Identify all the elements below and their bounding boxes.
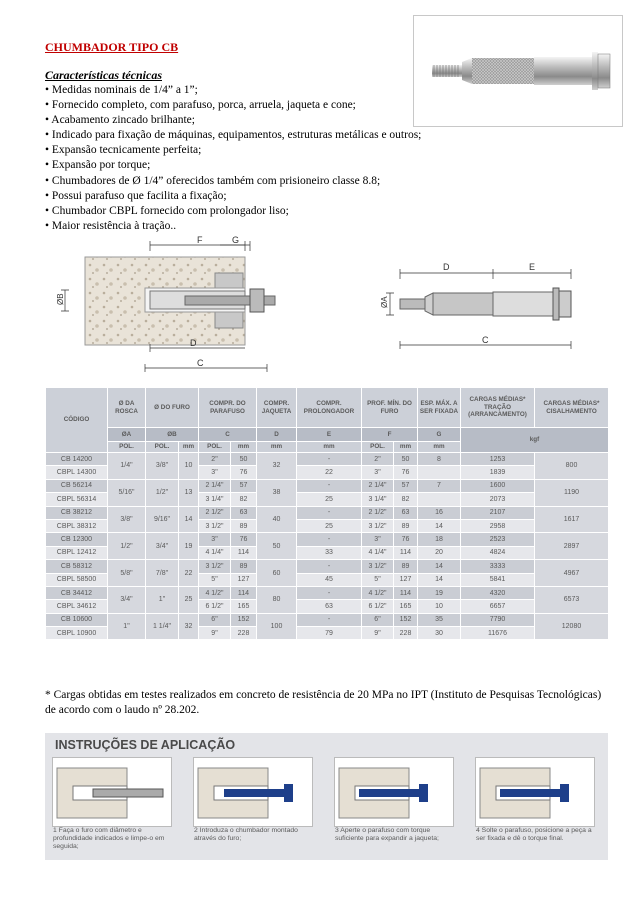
- step-illustration: [334, 757, 454, 827]
- cell-c-mm: 57: [231, 479, 257, 492]
- symbol-d: D: [257, 428, 297, 442]
- header-prof-min: PROF. MÍN. DO FURO: [362, 388, 418, 428]
- cell-prolongador: 25: [297, 493, 362, 506]
- step-drawing: [335, 758, 453, 826]
- cell-f-pol: 6 1/2": [362, 600, 394, 613]
- features-heading: Características técnicas: [45, 68, 162, 82]
- cell-prolongador: 79: [297, 627, 362, 640]
- cell-c-mm: 50: [231, 453, 257, 466]
- cell-furo-mm: 25: [179, 586, 199, 613]
- feature-item: • Chumbadores de Ø 1/4” oferecidos também com prisioneiro classe 8.8;: [45, 174, 381, 187]
- cell-furo-mm: 19: [179, 533, 199, 560]
- cell-furo-pol: 3/4": [146, 533, 179, 560]
- cell-c-mm: 89: [231, 560, 257, 573]
- cell-f-pol: 3 1/4": [362, 493, 394, 506]
- cell-code: CB 58312: [46, 560, 108, 573]
- unit-kgf: kgf: [461, 428, 609, 453]
- cell-c-mm: 63: [231, 506, 257, 519]
- cell-furo-mm: 22: [179, 560, 199, 587]
- cell-esp-max: 20: [418, 546, 461, 559]
- cell-esp-max: 16: [418, 506, 461, 519]
- step-drawing: [53, 758, 171, 826]
- footnote: * Cargas obtidas em testes realizados em concreto de resistência de 20 MPa no IPT (Instituto de Pesquisas Tecnológicas) de acordo com o laudo nº 28.202.: [45, 689, 602, 716]
- cell-furo-mm: 14: [179, 506, 199, 533]
- step-illustration: [475, 757, 595, 827]
- header-compr-parafuso: COMPR. DO PARAFUSO: [199, 388, 257, 428]
- cell-esp-max: 30: [418, 627, 461, 640]
- cell-c-pol: 2 1/4": [199, 479, 231, 492]
- cell-code: CBPL 14300: [46, 466, 108, 479]
- header-furo: Ø DO FURO: [146, 388, 199, 428]
- cell-furo-pol: 9/16": [146, 506, 179, 533]
- cell-prolongador: 63: [297, 600, 362, 613]
- header-esp-max: ESP. MÁX. A SER FIXADA: [418, 388, 461, 428]
- step-text: 1 Faça o furo com diâmetro e profundidade indicados e limpe-o em seguida;: [53, 827, 165, 850]
- features-list: [45, 83, 421, 234]
- cell-jaqueta: 50: [257, 533, 297, 560]
- cell-rosca: 1/2": [108, 533, 146, 560]
- cell-c-pol: 4 1/4": [199, 546, 231, 559]
- cell-prolongador: -: [297, 533, 362, 546]
- cell-esp-max: 8: [418, 453, 461, 466]
- cell-rosca: 1/4": [108, 453, 146, 480]
- cell-furo-mm: 32: [179, 613, 199, 640]
- cell-c-mm: 89: [231, 519, 257, 532]
- bolt-head: [419, 784, 428, 802]
- cell-cisalhamento: 2897: [535, 533, 609, 560]
- cell-tracao: 7790: [461, 613, 535, 626]
- unit-mm: mm: [418, 442, 461, 453]
- cell-rosca: 3/4": [108, 586, 146, 613]
- cell-cisalhamento: 4967: [535, 560, 609, 587]
- cell-f-mm: 114: [394, 586, 418, 599]
- cell-c-pol: 3 1/4": [199, 493, 231, 506]
- unit-mm: mm: [297, 442, 362, 453]
- cell-prolongador: 45: [297, 573, 362, 586]
- cell-prolongador: 33: [297, 546, 362, 559]
- cell-c-pol: 3": [199, 466, 231, 479]
- cell-furo-pol: 1/2": [146, 479, 179, 506]
- cell-f-mm: 152: [394, 613, 418, 626]
- cell-c-mm: 114: [231, 546, 257, 559]
- cell-f-pol: 3": [362, 466, 394, 479]
- cell-f-mm: 89: [394, 560, 418, 573]
- symbol-g: G: [418, 428, 461, 442]
- anchor-profile-diagram: [386, 269, 571, 349]
- cell-esp-max: 14: [418, 560, 461, 573]
- cell-cisalhamento: 12080: [535, 613, 609, 640]
- cell-esp-max: 14: [418, 573, 461, 586]
- cell-tracao: 2958: [461, 519, 535, 532]
- cell-prolongador: -: [297, 613, 362, 626]
- dim-label-g: G: [232, 235, 240, 245]
- header-cargas-tracao: CARGAS MÉDIAS* TRAÇÃO (ARRANCAMENTO): [461, 388, 535, 428]
- cell-esp-max: 19: [418, 586, 461, 599]
- anchor-bolt: [359, 789, 419, 797]
- table-row: [46, 533, 609, 546]
- dim-label-b: ØB: [56, 293, 65, 305]
- cell-c-pol: 9": [199, 627, 231, 640]
- cell-code: CB 34412: [46, 586, 108, 599]
- cell-tracao: 1839: [461, 466, 535, 479]
- feature-item: • Acabamento zincado brilhante;: [45, 114, 195, 127]
- dim-label-a: ØA: [380, 296, 389, 308]
- cell-furo-pol: 7/8": [146, 560, 179, 587]
- cell-prolongador: -: [297, 479, 362, 492]
- unit-pol: POL.: [362, 442, 394, 453]
- cell-code: CB 10600: [46, 613, 108, 626]
- cell-f-mm: 228: [394, 627, 418, 640]
- cell-esp-max: 35: [418, 613, 461, 626]
- dim-label-d-right: D: [443, 262, 450, 272]
- cell-c-pol: 3": [199, 533, 231, 546]
- cell-rosca: 3/8": [108, 506, 146, 533]
- cell-furo-mm: 10: [179, 453, 199, 480]
- unit-mm: mm: [231, 442, 257, 453]
- cell-furo-pol: 1 1/4": [146, 613, 179, 640]
- cell-jaqueta: 38: [257, 479, 297, 506]
- cell-tracao: 11676: [461, 627, 535, 640]
- cell-f-pol: 6": [362, 613, 394, 626]
- cell-prolongador: -: [297, 453, 362, 466]
- cell-f-mm: 50: [394, 453, 418, 466]
- cell-c-pol: 2": [199, 453, 231, 466]
- unit-mm: mm: [394, 442, 418, 453]
- cell-c-mm: 228: [231, 627, 257, 640]
- cell-tracao: 4824: [461, 546, 535, 559]
- cell-furo-mm: 13: [179, 479, 199, 506]
- step-illustration: [193, 757, 313, 827]
- anchor-bolt: [500, 789, 560, 797]
- cell-prolongador: -: [297, 586, 362, 599]
- product-photo: [413, 15, 623, 127]
- table-row: [46, 453, 609, 466]
- cell-f-pol: 2 1/4": [362, 479, 394, 492]
- cell-code: CBPL 12412: [46, 546, 108, 559]
- cell-jaqueta: 32: [257, 453, 297, 480]
- cell-c-pol: 3 1/2": [199, 560, 231, 573]
- step-text: 2 Introduza o chumbador montado através do furo;: [194, 827, 298, 842]
- cell-f-pol: 3 1/2": [362, 560, 394, 573]
- cell-f-mm: 76: [394, 466, 418, 479]
- cell-c-mm: 76: [231, 533, 257, 546]
- cell-f-pol: 4 1/2": [362, 586, 394, 599]
- symbol-e: E: [297, 428, 362, 442]
- cell-jaqueta: 100: [257, 613, 297, 640]
- cell-esp-max: [418, 493, 461, 506]
- cell-code: CBPL 34612: [46, 600, 108, 613]
- symbol-b: ØB: [146, 428, 199, 442]
- cell-tracao: 2523: [461, 533, 535, 546]
- step-drawing: [194, 758, 312, 826]
- unit-mm: mm: [257, 442, 297, 453]
- step-drawing: [476, 758, 594, 826]
- cell-c-mm: 127: [231, 573, 257, 586]
- instructions-title: INSTRUÇÕES DE APLICAÇÃO: [55, 738, 236, 752]
- unit-pol: POL.: [199, 442, 231, 453]
- cell-esp-max: 10: [418, 600, 461, 613]
- cell-c-mm: 114: [231, 586, 257, 599]
- spec-table-body: [46, 453, 609, 640]
- cell-f-mm: 63: [394, 506, 418, 519]
- symbol-f: F: [362, 428, 418, 442]
- cell-f-mm: 76: [394, 533, 418, 546]
- cell-c-mm: 82: [231, 493, 257, 506]
- unit-pol: POL.: [108, 442, 146, 453]
- cell-cisalhamento: 1190: [535, 479, 609, 506]
- cell-cisalhamento: 800: [535, 453, 609, 480]
- cell-jaqueta: 80: [257, 586, 297, 613]
- dim-label-e: E: [529, 262, 536, 272]
- instructions-panel: [45, 733, 608, 860]
- cell-c-pol: 3 1/2": [199, 519, 231, 532]
- feature-item: • Expansão tecnicamente perfeita;: [45, 144, 202, 157]
- cell-code: CBPL 56314: [46, 493, 108, 506]
- bolt-head: [284, 784, 293, 802]
- spec-table: [45, 387, 609, 640]
- cell-prolongador: -: [297, 560, 362, 573]
- cell-f-pol: 2 1/2": [362, 506, 394, 519]
- header-codigo: CÓDIGO: [46, 388, 108, 453]
- cell-f-mm: 82: [394, 493, 418, 506]
- cell-tracao: 6657: [461, 600, 535, 613]
- cell-c-mm: 165: [231, 600, 257, 613]
- cell-esp-max: [418, 466, 461, 479]
- cell-code: CBPL 38312: [46, 519, 108, 532]
- cell-esp-max: 18: [418, 533, 461, 546]
- feature-item: • Indicado para fixação de máquinas, equipamentos, estruturas metálicas e outros;: [45, 129, 422, 142]
- drill-bit: [93, 789, 163, 797]
- cell-f-pol: 5": [362, 573, 394, 586]
- feature-item: • Expansão por torque;: [45, 159, 151, 172]
- cell-tracao: 3333: [461, 560, 535, 573]
- cell-jaqueta: 60: [257, 560, 297, 587]
- cell-tracao: 2107: [461, 506, 535, 519]
- cell-f-mm: 165: [394, 600, 418, 613]
- cell-code: CB 38212: [46, 506, 108, 519]
- cell-esp-max: 7: [418, 479, 461, 492]
- cell-prolongador: 25: [297, 519, 362, 532]
- header-compr-prolongador: COMPR. PROLONGADOR: [297, 388, 362, 428]
- cell-f-pol: 3": [362, 533, 394, 546]
- cell-c-pol: 5": [199, 573, 231, 586]
- installed-anchor-diagram: [61, 241, 275, 372]
- dim-label-c-right: C: [482, 335, 489, 345]
- cell-f-pol: 2": [362, 453, 394, 466]
- cell-rosca: 5/16": [108, 479, 146, 506]
- document-title: CHUMBADOR TIPO CB: [45, 40, 179, 54]
- cell-code: CBPL 58500: [46, 573, 108, 586]
- feature-item: • Chumbador CBPL fornecido com prolongador liso;: [45, 204, 289, 217]
- header-rosca: Ø DA ROSCA: [108, 388, 146, 428]
- cell-c-pol: 2 1/2": [199, 506, 231, 519]
- symbol-a: ØA: [108, 428, 146, 442]
- cell-code: CB 12300: [46, 533, 108, 546]
- anchor-bolt-photo: [414, 16, 622, 126]
- cell-f-pol: 9": [362, 627, 394, 640]
- symbol-c: C: [199, 428, 257, 442]
- cell-tracao: 2073: [461, 493, 535, 506]
- feature-item: • Maior resistência à tração..: [45, 219, 177, 232]
- cell-rosca: 5/8": [108, 560, 146, 587]
- cell-rosca: 1": [108, 613, 146, 640]
- dimension-diagrams: [45, 233, 608, 385]
- cell-prolongador: 22: [297, 466, 362, 479]
- dim-label-d: D: [190, 338, 197, 348]
- cell-furo-pol: 1": [146, 586, 179, 613]
- cell-code: CB 14200: [46, 453, 108, 466]
- step-text: 3 Aperte o parafuso com torque suficiente para expandir a jaqueta;: [335, 827, 439, 842]
- header-compr-jaqueta: COMPR. JAQUETA: [257, 388, 297, 428]
- cell-c-pol: 6": [199, 613, 231, 626]
- feature-item: • Fornecido completo, com parafuso, porca, arruela, jaqueta e cone;: [45, 99, 356, 112]
- table-row: [46, 613, 609, 626]
- table-row: [46, 560, 609, 573]
- cell-cisalhamento: 1617: [535, 506, 609, 533]
- cell-jaqueta: 40: [257, 506, 297, 533]
- step-text: 4 Solte o parafuso, posicione a peça a ser fixada e dê o torque final.: [476, 827, 592, 842]
- cell-c-pol: 4 1/2": [199, 586, 231, 599]
- cell-tracao: 1253: [461, 453, 535, 466]
- cell-f-pol: 4 1/4": [362, 546, 394, 559]
- cell-c-pol: 6 1/2": [199, 600, 231, 613]
- dim-label-f: F: [197, 235, 203, 245]
- cell-f-mm: 89: [394, 519, 418, 532]
- table-row: [46, 506, 609, 519]
- cell-f-mm: 127: [394, 573, 418, 586]
- cell-cisalhamento: 6573: [535, 586, 609, 613]
- unit-pol: POL.: [146, 442, 179, 453]
- cell-f-mm: 114: [394, 546, 418, 559]
- cell-tracao: 1600: [461, 479, 535, 492]
- cell-furo-pol: 3/8": [146, 453, 179, 480]
- cell-f-pol: 3 1/2": [362, 519, 394, 532]
- step-illustration: [52, 757, 172, 827]
- feature-item: • Possui parafuso que facilita a fixação;: [45, 189, 227, 202]
- table-row: [46, 479, 609, 492]
- cell-c-mm: 76: [231, 466, 257, 479]
- cell-c-mm: 152: [231, 613, 257, 626]
- cell-code: CB 56214: [46, 479, 108, 492]
- feature-item: • Medidas nominais de 1/4” a 1”;: [45, 84, 198, 96]
- unit-mm: mm: [179, 442, 199, 453]
- cell-prolongador: -: [297, 506, 362, 519]
- anchor-bolt: [224, 789, 284, 797]
- bolt-head: [560, 784, 569, 802]
- dim-label-c: C: [197, 358, 204, 368]
- cell-code: CBPL 10900: [46, 627, 108, 640]
- cell-esp-max: 14: [418, 519, 461, 532]
- cell-tracao: 4320: [461, 586, 535, 599]
- header-cargas-cisalhamento: CARGAS MÉDIAS* CISALHAMENTO: [535, 388, 609, 428]
- table-row: [46, 586, 609, 599]
- cell-f-mm: 57: [394, 479, 418, 492]
- cell-tracao: 5841: [461, 573, 535, 586]
